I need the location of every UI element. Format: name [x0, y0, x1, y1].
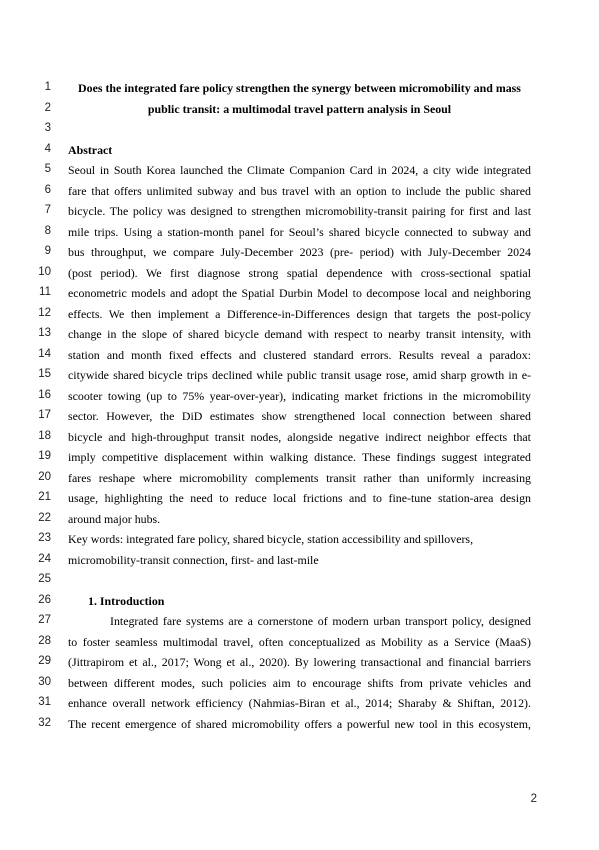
line-number: 30	[38, 675, 51, 688]
keywords-line: Key words: integrated fare policy, shared bicycle, station accessibility and spillovers,	[68, 532, 474, 546]
manuscript-line	[0, 428, 599, 449]
line-number: 12	[38, 306, 51, 319]
manuscript-line	[0, 510, 599, 531]
manuscript-line	[0, 264, 599, 285]
manuscript-line	[0, 223, 599, 244]
abstract-text-line: usage, highlighting the need to reduce local frictions and to fine-tune station-area design	[68, 491, 531, 505]
line-number: 7	[44, 204, 51, 216]
line-number: 22	[38, 511, 51, 524]
manuscript-line	[0, 161, 599, 182]
line-number: 5	[44, 163, 51, 175]
introduction-heading: 1. Introduction	[88, 593, 165, 608]
manuscript-line	[0, 551, 599, 572]
paper-title: Does the integrated fare policy strengthen the synergy between micromobility and mass	[78, 81, 521, 95]
line-number: 18	[38, 429, 51, 442]
abstract-text-line: around major hubs.	[68, 511, 161, 526]
abstract-text-line: bicycle and high-throughput transit nodes, alongside negative indirect neighbor effects that	[68, 429, 531, 444]
manuscript-line	[0, 243, 599, 264]
manuscript-line	[0, 469, 599, 490]
line-number: 24	[38, 552, 51, 565]
paper-title-continued: public transit: a multimodal travel pattern analysis in Seoul	[147, 101, 452, 116]
line-number: 1	[44, 81, 51, 93]
line-number: 6	[44, 183, 51, 196]
introduction-text-line: between different modes, such policies aim to encourage shifts from private vehicles and	[68, 675, 531, 690]
manuscript-line	[0, 715, 599, 736]
abstract-text-line: Seoul in South Korea launched the Climate Companion Card in 2024, a city wide integrated	[68, 163, 531, 177]
abstract-text-line: mile trips. Using a station-month panel for Seoul’s shared bicycle connected to subway and	[68, 224, 531, 239]
line-number: 13	[38, 327, 51, 339]
manuscript-line	[0, 79, 599, 100]
abstract-text-line: station and month fixed effects and clustered standard errors. Results reveal a paradox:	[68, 347, 531, 362]
line-number: 20	[38, 470, 51, 483]
manuscript-line	[0, 325, 599, 346]
abstract-text-line: change in the slope of shared bicycle demand with respect to nearby transit intensity, with	[68, 327, 531, 341]
manuscript-line	[0, 100, 599, 121]
manuscript-line	[0, 284, 599, 305]
manuscript-line	[0, 346, 599, 367]
manuscript-line	[0, 674, 599, 695]
abstract-text-line: effects. We then implement a Difference-in-Differences design that targets the post-policy	[68, 306, 531, 321]
line-number: 28	[38, 634, 51, 647]
keywords-line: micromobility-transit connection, first- and last-mile	[68, 552, 319, 567]
manuscript-line	[0, 141, 599, 162]
line-number: 3	[44, 122, 51, 134]
line-number: 15	[38, 368, 51, 380]
line-number: 25	[38, 573, 51, 585]
introduction-text-line: The recent emergence of shared micromobility offers a powerful new tool in this ecosystem,	[68, 716, 531, 731]
introduction-text-line: Integrated fare systems are a cornerstone of modern urban transport policy, designed	[110, 614, 531, 628]
manuscript-body	[0, 79, 599, 735]
line-number: 10	[38, 265, 51, 278]
line-number: 32	[38, 716, 51, 729]
introduction-text-line: enhance overall network efficiency (Nahmias-Biran et al., 2014; Sharaby & Shiftan, 2012).	[68, 696, 531, 710]
abstract-text-line: sector. However, the DiD estimates show strengthened local connection between shared	[68, 409, 531, 423]
manuscript-line	[0, 653, 599, 674]
line-number: 31	[38, 696, 51, 708]
line-number: 17	[38, 409, 51, 421]
manuscript-line	[0, 305, 599, 326]
line-number: 4	[44, 142, 51, 155]
introduction-text-line: to foster seamless multimodal travel, often conceptualized as Mobility as a Service (MaaS)	[68, 634, 531, 649]
line-number: 2	[44, 101, 51, 114]
manuscript-line	[0, 182, 599, 203]
abstract-text-line: scooter towing (up to 75% year-over-year), indicating market frictions in the micromobility	[68, 388, 531, 403]
abstract-text-line: imply competitive displacement within walking distance. These findings suggest integrated	[68, 450, 531, 464]
line-number: 8	[44, 224, 51, 237]
manuscript-line	[0, 694, 599, 715]
manuscript-line	[0, 407, 599, 428]
abstract-heading: Abstract	[68, 142, 113, 157]
abstract-text-line: fares reshape where micromobility complements transit rather than uniformly increasing	[68, 470, 531, 485]
line-number: 9	[44, 245, 51, 257]
line-number: 21	[38, 491, 51, 503]
abstract-text-line: fare that offers unlimited subway and bus travel with an option to include the public shared	[68, 183, 531, 198]
line-number: 27	[38, 614, 51, 626]
abstract-text-line: (post period). We first diagnose strong spatial dependence with cross-sectional spatial	[68, 265, 531, 280]
introduction-text-line: (Jittrapirom et al., 2017; Wong et al., 2020). By lowering transactional and financial barriers	[68, 655, 531, 669]
abstract-text-line: bus throughput, we compare July-December 2023 (pre- period) with July-December 2024	[68, 245, 531, 259]
line-number: 14	[38, 347, 51, 360]
manuscript-line	[0, 489, 599, 510]
abstract-text-line: bicycle. The policy was designed to strengthen micromobility-transit pairing for first and last	[68, 204, 531, 218]
line-number: 16	[38, 388, 51, 401]
manuscript-line	[0, 592, 599, 613]
manuscript-line	[0, 120, 599, 141]
line-number: 11	[39, 286, 51, 298]
abstract-text-line: citywide shared bicycle trips declined while public transit usage rose, amid sharp growth in e-	[68, 368, 531, 382]
manuscript-line	[0, 530, 599, 551]
manuscript-line	[0, 612, 599, 633]
manuscript-line	[0, 387, 599, 408]
line-number: 23	[38, 532, 51, 544]
manuscript-line	[0, 633, 599, 654]
manuscript-line	[0, 202, 599, 223]
manuscript-line	[0, 366, 599, 387]
page-number: 2	[530, 793, 537, 805]
line-number: 19	[38, 450, 51, 462]
line-number: 29	[38, 655, 51, 667]
abstract-text-line: econometric models and adopt the Spatial Durbin Model to decompose local and neighboring	[68, 286, 531, 300]
line-number: 26	[38, 593, 51, 606]
manuscript-line	[0, 448, 599, 469]
manuscript-line	[0, 571, 599, 592]
